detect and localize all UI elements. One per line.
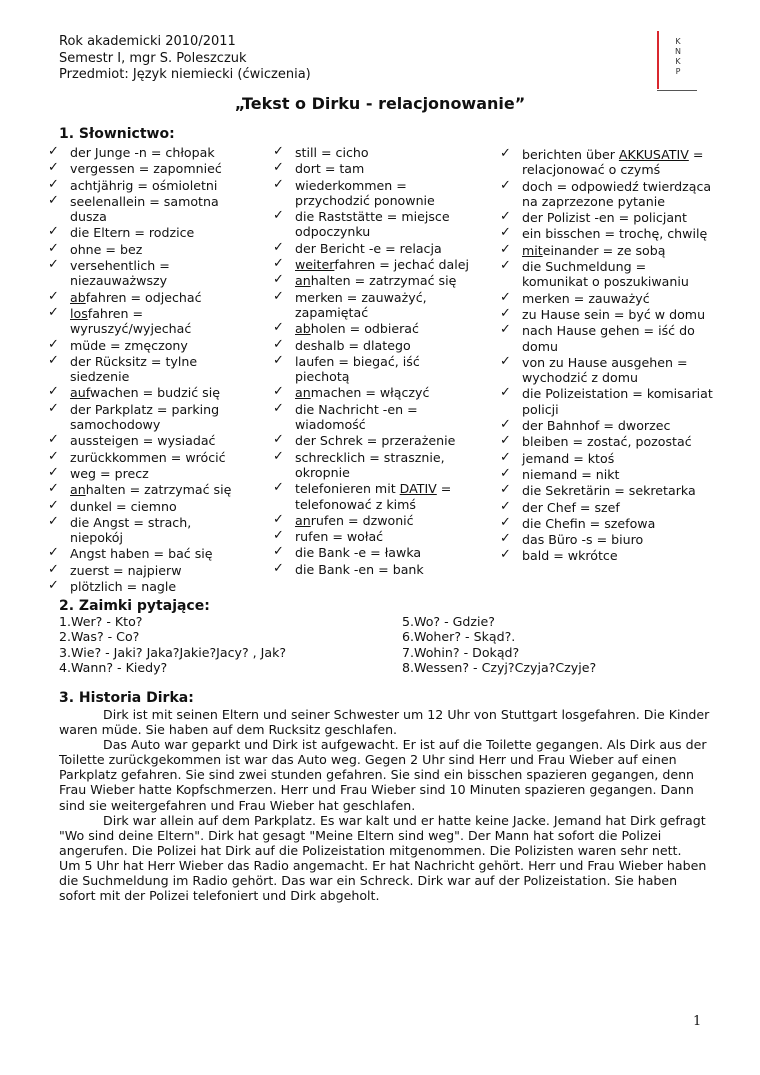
vocab-item xyxy=(48,306,248,337)
vocab-item xyxy=(500,548,715,563)
checkmark-icon: ✓ xyxy=(500,547,511,563)
vocab-item-text: plötzlich = nagle xyxy=(70,579,177,595)
vocab-item-text: anhalten = zatrzymać się xyxy=(295,273,457,289)
vocab-item-text: merken = zauważyć xyxy=(522,290,650,306)
story-paragraph: Dirk war allein auf dem Parkplatz. Es war kalt und er hatte keine Jacke. Jemand hat Dirk gefragt "Wo sind deine Eltern". Dirk hat gesagt "Meine Eltern sind weg". Der Mann hat sofort die Polizei angerufen. Die Polizei hat Dirk auf die Polizeistation mitgenommen. Die Polizisten waren sehr nett. xyxy=(59,812,706,858)
vocab-item-text: das Büro -s = biuro xyxy=(522,532,644,548)
vocab-item xyxy=(48,515,248,546)
vocab-item-text: nach Hause gehen = iść do domu xyxy=(522,323,695,354)
checkmark-icon: ✓ xyxy=(48,224,59,240)
checkmark-icon: ✓ xyxy=(273,544,284,560)
vocab-item-text: der Parkplatz = parking samochodowy xyxy=(70,401,220,433)
vocab-item xyxy=(48,466,248,481)
vocab-item-text: der Chef = szef xyxy=(522,499,620,515)
checkmark-icon: ✓ xyxy=(273,528,284,544)
vocab-item-text: berichten über AKKUSATIV = relacjonować o czymś xyxy=(522,147,704,178)
vocab-item xyxy=(273,529,478,544)
checkmark-icon: ✓ xyxy=(48,288,59,304)
vocab-item-text: laufen = biegać, iść piechotą xyxy=(295,353,420,385)
vocab-heading: 1. Słownictwo: xyxy=(59,126,175,142)
checkmark-icon: ✓ xyxy=(48,144,59,159)
checkmark-icon: ✓ xyxy=(500,385,511,401)
pronoun-item: 2.Was? - Co? xyxy=(59,629,140,645)
checkmark-icon: ✓ xyxy=(273,176,284,192)
story-heading: 3. Historia Dirka: xyxy=(59,690,194,706)
vocab-item-text: dunkel = ciemno xyxy=(70,498,177,514)
checkmark-icon: ✓ xyxy=(500,449,511,465)
underlined-prefix: weiter xyxy=(295,257,335,273)
checkmark-icon: ✓ xyxy=(273,448,284,464)
pronoun-item: 5.Wo? - Gdzie? xyxy=(402,614,495,629)
checkmark-icon: ✓ xyxy=(48,240,59,256)
vocab-column-3 xyxy=(500,147,715,565)
checkmark-icon: ✓ xyxy=(273,560,284,576)
vocab-item-text: die Bank -en = bank xyxy=(295,561,424,577)
vocab-item-text: doch = odpowiedź twierdząca na zaprzezone pytanie xyxy=(522,178,712,209)
checkmark-icon: ✓ xyxy=(273,400,284,416)
checkmark-icon: ✓ xyxy=(273,272,284,288)
vocab-item xyxy=(273,481,478,512)
checkmark-icon: ✓ xyxy=(500,289,511,305)
vocab-item xyxy=(273,209,478,240)
checkmark-icon: ✓ xyxy=(500,225,511,241)
checkmark-icon: ✓ xyxy=(500,322,511,338)
vocab-item-text: Angst haben = bać się xyxy=(70,546,213,562)
underlined-prefix: an xyxy=(295,385,311,401)
pronouns-right-list xyxy=(402,614,596,676)
vocab-column-2 xyxy=(273,145,478,578)
vocab-item-text: der Junge -n = chłopak xyxy=(70,145,215,160)
vocab-item-text: weg = precz xyxy=(70,465,149,481)
pronoun-item: 6.Woher? - Skąd?. xyxy=(402,629,516,645)
checkmark-icon: ✓ xyxy=(273,144,284,159)
vocab-item-text: abholen = odbierać xyxy=(295,321,419,337)
vocab-item xyxy=(48,354,248,385)
vocab-item xyxy=(48,161,248,176)
checkmark-icon: ✓ xyxy=(48,578,59,594)
checkmark-icon: ✓ xyxy=(500,258,511,274)
pronoun-item: 7.Wohin? - Dokąd? xyxy=(402,644,520,660)
vocab-item xyxy=(500,355,715,386)
checkmark-icon: ✓ xyxy=(500,353,511,369)
checkmark-icon: ✓ xyxy=(273,384,284,400)
checkmark-icon: ✓ xyxy=(48,352,59,368)
checkmark-icon: ✓ xyxy=(273,208,284,224)
vocab-item xyxy=(500,323,715,354)
vocab-item-text: aussteigen = wysiadać xyxy=(70,433,216,449)
vocab-item-text: von zu Hause ausgehen = wychodzić z domu xyxy=(522,354,688,386)
checkmark-icon: ✓ xyxy=(273,256,284,272)
vocab-item-text: seelenallein = samotna dusza xyxy=(70,193,219,225)
logo-letters: K N K P xyxy=(675,37,681,76)
checkmark-icon: ✓ xyxy=(48,481,59,497)
vocab-item-text: die Bank -e = ławka xyxy=(295,545,422,561)
checkmark-icon: ✓ xyxy=(500,531,511,547)
course-header xyxy=(59,34,311,84)
checkmark-icon: ✓ xyxy=(273,288,284,304)
checkmark-icon: ✓ xyxy=(500,482,511,498)
checkmark-icon: ✓ xyxy=(500,417,511,433)
vocab-item xyxy=(48,258,248,289)
story-paragraph: Dirk ist mit seinen Eltern und seiner Schwester um 12 Uhr von Stuttgart losgefahren. Die Kinder waren müde. Sie haben auf dem Rucksitz geschlafen. xyxy=(59,707,710,738)
vocab-item-text: zuerst = najpierw xyxy=(70,562,182,578)
vocab-item xyxy=(273,290,478,321)
checkmark-icon: ✓ xyxy=(500,146,511,161)
checkmark-icon: ✓ xyxy=(273,239,284,255)
checkmark-icon: ✓ xyxy=(500,305,511,321)
vocab-item-text: der Bericht -e = relacja xyxy=(295,240,442,256)
checkmark-icon: ✓ xyxy=(48,257,59,273)
pronoun-item: 8.Wessen? - Czyj?Czyja?Czyje? xyxy=(402,660,597,676)
vocab-item-text: deshalb = dlatego xyxy=(295,337,411,353)
vocab-item-text: still = cicho xyxy=(295,145,369,160)
checkmark-icon: ✓ xyxy=(273,320,284,336)
vocab-item-text: anhalten = zatrzymać się xyxy=(70,482,232,498)
vocab-item-text: aufwachen = budzić się xyxy=(70,385,220,401)
vocab-item xyxy=(48,482,248,497)
underlined-prefix: an xyxy=(70,482,86,498)
vocab-item-text: der Polizist -en = policjant xyxy=(522,210,687,226)
checkmark-icon: ✓ xyxy=(500,465,511,481)
checkmark-icon: ✓ xyxy=(48,400,59,416)
checkmark-icon: ✓ xyxy=(273,432,284,448)
vocab-item xyxy=(273,145,478,160)
underlined-prefix: ab xyxy=(295,321,311,337)
vocab-item xyxy=(273,338,478,353)
semester-teacher: Semestr I, mgr S. Poleszczuk xyxy=(59,50,247,66)
vocab-item xyxy=(273,402,478,433)
vocab-item xyxy=(500,516,715,531)
checkmark-icon: ✓ xyxy=(48,160,59,176)
checkmark-icon: ✓ xyxy=(273,160,284,176)
vocab-item-text: die Sekretärin = sekretarka xyxy=(522,483,696,499)
vocab-item-text: wiederkommen = przychodzić ponownie xyxy=(295,177,435,208)
story-paragraph: Um 5 Uhr hat Herr Wieber das Radio angemacht. Er hat Nachricht gehört. Herr und Frau Wieber haben die Suchmeldung im Radio gehört. Das war ein Schreck. Dirk war auf der Polizeistation. Sie haben sofort mit der Polizei telefoniert und Dirk abgeholt. xyxy=(59,857,707,904)
vocab-item-text: schrecklich = strasznie, okropnie xyxy=(295,449,445,480)
vocab-item xyxy=(273,433,478,448)
checkmark-icon: ✓ xyxy=(273,352,284,368)
underlined-prefix: mit xyxy=(522,242,543,258)
vocab-item xyxy=(48,385,248,400)
vocab-item-text: ohne = bez xyxy=(70,241,143,257)
vocab-item xyxy=(273,562,478,577)
vocab-item xyxy=(48,433,248,448)
checkmark-icon: ✓ xyxy=(273,336,284,352)
vocab-item-text: die Eltern = rodzice xyxy=(70,225,195,241)
subject: Przedmiot: Język niemiecki (ćwiczenia) xyxy=(59,67,311,82)
underlined-prefix: DATIV xyxy=(399,481,437,497)
vocab-item xyxy=(48,450,248,465)
vocab-item-text: der Rücksitz = tylne siedzenie xyxy=(70,353,198,385)
vocab-item xyxy=(48,338,248,353)
pronoun-item: 4.Wann? - Kiedy? xyxy=(59,660,168,676)
vocab-item-text: rufen = wołać xyxy=(295,529,384,545)
vocab-item-text: losfahren = wyruszyć/wyjechać xyxy=(70,305,192,337)
vocab-item-text: anmachen = włączyć xyxy=(295,385,430,401)
vocab-item xyxy=(273,450,478,481)
checkmark-icon: ✓ xyxy=(500,514,511,530)
vocab-item xyxy=(500,307,715,322)
vocab-item xyxy=(500,386,715,417)
vocab-item xyxy=(273,178,478,209)
logo-underline xyxy=(657,90,697,91)
underlined-prefix: an xyxy=(295,512,311,528)
vocab-item xyxy=(273,354,478,385)
vocab-item-text: bald = wkrótce xyxy=(522,548,618,564)
vocab-item-text: die Raststätte = miejsce odpoczynku xyxy=(295,209,450,240)
checkmark-icon: ✓ xyxy=(48,432,59,448)
checkmark-icon: ✓ xyxy=(48,384,59,400)
vocab-item xyxy=(500,434,715,449)
vocab-item xyxy=(48,546,248,561)
vocab-item xyxy=(500,259,715,290)
pronouns-heading: 2. Zaimki pytające: xyxy=(59,598,210,614)
checkmark-icon: ✓ xyxy=(48,448,59,464)
vocab-item-text: die Nachricht -en = wiadomość xyxy=(295,401,418,433)
logo-red-bar xyxy=(657,31,659,89)
vocab-item xyxy=(48,290,248,305)
vocab-item-text: ein bisschen = trochę, chwilę xyxy=(522,226,708,242)
checkmark-icon: ✓ xyxy=(273,511,284,527)
vocab-item xyxy=(500,210,715,225)
vocab-item xyxy=(273,513,478,528)
vocab-item-text: anrufen = dzwonić xyxy=(295,512,414,528)
vocab-item xyxy=(273,545,478,560)
checkmark-icon: ✓ xyxy=(273,480,284,496)
underlined-prefix: los xyxy=(70,305,88,321)
underlined-prefix: AKKUSATIV xyxy=(618,147,689,162)
vocab-item xyxy=(500,467,715,482)
vocab-item xyxy=(48,178,248,193)
vocab-item xyxy=(273,241,478,256)
vocab-item-text: weiterfahren = jechać dalej xyxy=(295,257,469,273)
vocab-item xyxy=(48,563,248,578)
vocab-item xyxy=(273,161,478,176)
vocab-item-text: niemand = nikt xyxy=(522,466,620,482)
vocab-item-text: versehentlich = niezauważwszy xyxy=(70,258,170,289)
underlined-prefix: auf xyxy=(70,385,90,401)
checkmark-icon: ✓ xyxy=(48,464,59,480)
vocab-item xyxy=(500,226,715,241)
checkmark-icon: ✓ xyxy=(48,192,59,208)
vocab-item-text: merken = zauważyć, zapamiętać xyxy=(295,289,427,320)
document-title: „Tekst o Dirku - relacjonowanie” xyxy=(234,94,526,113)
checkmark-icon: ✓ xyxy=(500,498,511,514)
checkmark-icon: ✓ xyxy=(48,497,59,513)
vocab-item xyxy=(500,179,715,210)
vocab-item xyxy=(273,273,478,288)
checkmark-icon: ✓ xyxy=(48,561,59,577)
knkp-logo xyxy=(657,31,697,93)
page-number: 1 xyxy=(693,1014,702,1029)
checkmark-icon: ✓ xyxy=(48,176,59,192)
checkmark-icon: ✓ xyxy=(48,545,59,561)
vocab-item xyxy=(500,532,715,547)
vocab-item-text: miteinander = ze sobą xyxy=(522,242,666,258)
checkmark-icon: ✓ xyxy=(48,513,59,529)
checkmark-icon: ✓ xyxy=(48,336,59,352)
vocab-item xyxy=(500,243,715,258)
checkmark-icon: ✓ xyxy=(500,433,511,449)
vocab-item xyxy=(500,500,715,515)
vocab-item xyxy=(48,145,248,160)
vocab-item xyxy=(48,402,248,433)
vocab-item-text: die Suchmeldung = komunikat o poszukiwaniu xyxy=(522,259,689,290)
vocab-item-text: der Bahnhof = dworzec xyxy=(522,418,671,434)
pronoun-item: 3.Wie? - Jaki? Jaka?Jakie?Jacy? , Jak? xyxy=(59,644,287,660)
checkmark-icon: ✓ xyxy=(500,209,511,225)
vocab-item-text: jemand = ktoś xyxy=(522,450,615,466)
checkmark-icon: ✓ xyxy=(500,241,511,257)
vocab-item-text: die Angst = strach, niepokój xyxy=(70,514,192,546)
vocab-item-text: abfahren = odjechać xyxy=(70,289,202,305)
vocab-item-text: zurückkommen = wrócić xyxy=(70,449,226,465)
vocab-column-1 xyxy=(48,145,248,595)
vocab-item xyxy=(500,418,715,433)
story-paragraph: Das Auto war geparkt und Dirk ist aufgewacht. Er ist auf die Toilette gegangen. Als Dirk aus der Toilette zurückgekommen ist war das Auto weg. Gegen 2 Uhr sind Herr und Frau Wieber auf einen Parkplatz gefahren. Sie sind zwei stunden gefahren. Sie sind ein bisschen spazieren gegangen, denn Frau Wieber hatte Kopfschmerzen. Herr und Frau Wieber sind 10 Minuten spazieren gegangen. Dann sind sie weitergefahren und Frau Wieber hat geschlafen. xyxy=(59,737,707,813)
vocab-item-text: achtjährig = ośmioletni xyxy=(70,177,218,193)
story-text xyxy=(59,707,711,903)
vocab-item-text: bleiben = zostać, pozostać xyxy=(522,434,692,450)
vocab-item xyxy=(500,291,715,306)
vocab-item xyxy=(48,499,248,514)
vocab-item-text: zu Hause sein = być w domu xyxy=(522,306,706,322)
vocab-item xyxy=(48,579,248,594)
vocab-item-text: müde = zmęczony xyxy=(70,337,188,353)
vocab-item xyxy=(273,257,478,272)
vocab-item-text: die Chefin = szefowa xyxy=(522,515,656,531)
underlined-prefix: ab xyxy=(70,289,86,305)
vocab-item xyxy=(273,385,478,400)
vocab-item xyxy=(500,451,715,466)
vocab-item-text: telefonieren mit DATIV = telefonować z kimś xyxy=(295,481,452,512)
vocab-item xyxy=(48,225,248,240)
checkmark-icon: ✓ xyxy=(48,304,59,320)
vocab-item xyxy=(273,321,478,336)
pronouns-left-list xyxy=(59,614,286,676)
vocab-item-text: der Schrek = przerażenie xyxy=(295,433,456,449)
pronoun-item: 1.Wer? - Kto? xyxy=(59,614,143,629)
academic-year: Rok akademicki 2010/2011 xyxy=(59,34,236,49)
vocab-item xyxy=(48,242,248,257)
vocab-item-text: dort = tam xyxy=(295,161,365,177)
underlined-prefix: an xyxy=(295,273,311,289)
vocab-item xyxy=(48,194,248,225)
checkmark-icon: ✓ xyxy=(500,177,511,193)
vocab-item xyxy=(500,147,715,178)
vocab-item-text: vergessen = zapomnieć xyxy=(70,161,222,177)
vocab-item-text: die Polizeistation = komisariat policji xyxy=(522,386,713,417)
vocab-item xyxy=(500,483,715,498)
